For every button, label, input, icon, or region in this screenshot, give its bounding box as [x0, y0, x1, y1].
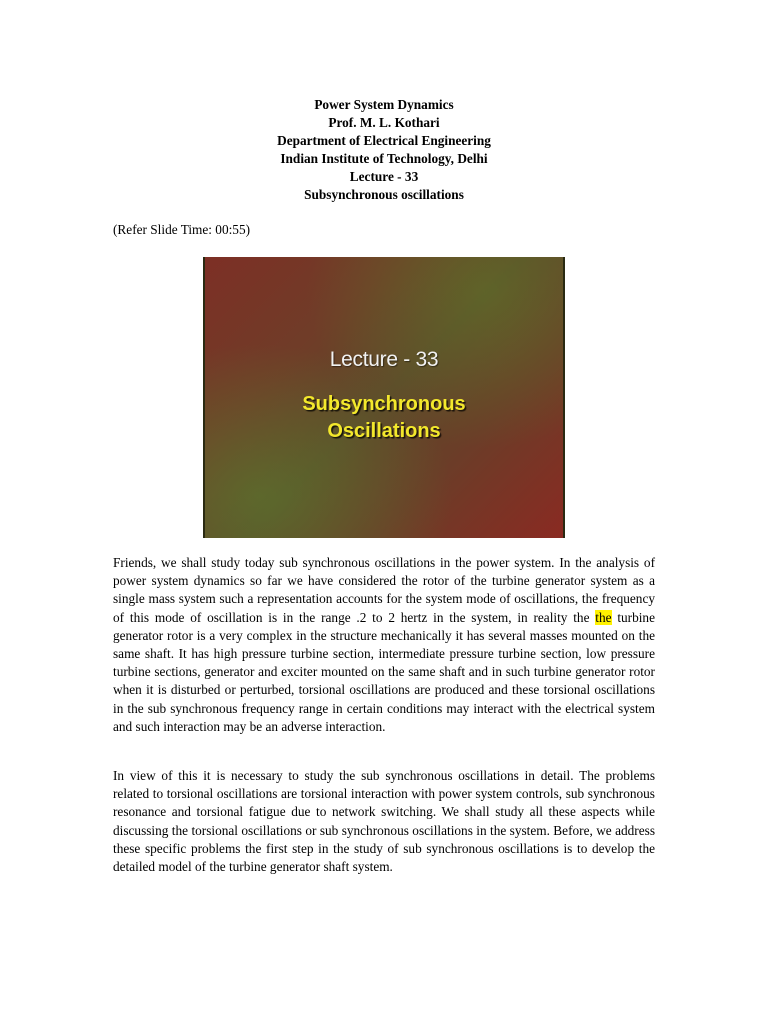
- slide-title: Lecture - 33: [329, 348, 439, 371]
- lecture-slide-image: [203, 257, 565, 538]
- document-header: [0, 96, 768, 204]
- professor-name: Prof. M. L. Kothari: [328, 115, 440, 130]
- department-name: Department of Electrical Engineering: [277, 133, 491, 148]
- lecture-topic: Subsynchronous oscillations: [304, 187, 464, 202]
- paragraph-text: Friends, we shall study today sub synchronous oscillations in the power system. In the analysis of power system dynamics so far we have considered the rotor of the turbine generator system as a single mass system such a representation accounts for the system mode of oscillations, the frequency of this mode of oscillation is in the range .2 to 2 hertz in the system, in reality the: [113, 555, 655, 625]
- slide-subtitle-line1: Subsynchronous: [302, 393, 466, 415]
- body-paragraph-2: In view of this it is necessary to study the sub synchronous oscillations in detail. The problems related to torsional oscillations are torsional interaction with power system controls, sub synchronous resonance and torsional fatigue due to network switching. We shall study all these aspects while discussing the torsional oscillations or sub synchronous oscillations in the system. Before, we address these specific problems the first step in the study of sub synchronous oscillations is to develop the detailed model of the turbine generator shaft system.: [113, 768, 655, 875]
- lecture-number: Lecture - 33: [349, 169, 419, 184]
- highlighted-word: the: [595, 609, 612, 625]
- refer-slide-time: (Refer Slide Time: 00:55): [113, 222, 251, 237]
- slide-subtitle-line2: Oscillations: [327, 420, 441, 442]
- slide-subtitle: [205, 391, 563, 445]
- institute-name: Indian Institute of Technology, Delhi: [280, 151, 488, 166]
- course-title: Power System Dynamics: [314, 97, 454, 112]
- paragraph-text: turbine generator rotor is a very complex in the structure mechanically it has several masses mounted on the same shaft. It has high pressure turbine section, intermediate pressure turbine section, low pressure turbine sections, generator and exciter mounted on the same shaft and in such turbine generator rotor when it is disturbed or perturbed, torsional oscillations are produced and these torsional oscillations in the sub synchronous frequency range in certain conditions may interact with the electrical system and such interaction may be an adverse interaction.: [113, 609, 655, 734]
- body-paragraph-1: [113, 554, 655, 736]
